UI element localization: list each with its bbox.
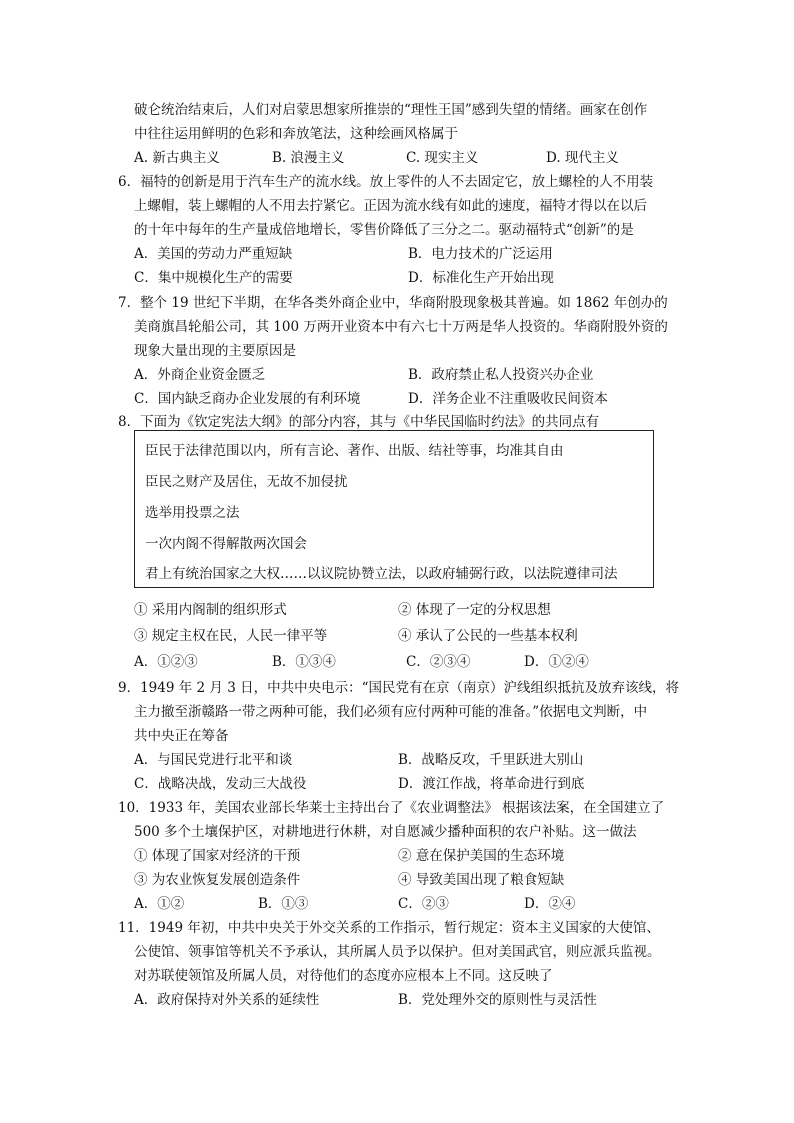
q6-line-3: 的十年中每年的生产量成倍地增长，零售价降低了三分之二。驱动福特式“创新”的是 [134, 222, 634, 238]
q9-option-d: D．渡江作战，将革命进行到底 [398, 776, 585, 792]
q5-option-b: B. 浪漫主义 [272, 150, 345, 166]
q7-line-2: 美商旗昌轮船公司，其 100 万两开业资本中有六七十万两是华人投资的。华商附股外资的 [134, 319, 668, 335]
q8-item-1: ① 采用内阁制的组织形式 [134, 602, 287, 618]
q6-option-b: B．电力技术的广泛运用 [408, 246, 553, 262]
q7-line-3: 现象大量出现的主要原因是 [134, 343, 296, 359]
q9-option-a: A．与国民党进行北平和谈 [134, 752, 293, 768]
q8-option-b: B．①③④ [272, 654, 336, 670]
q7-option-c: C．国内缺乏商办企业发展的有利环境 [134, 391, 361, 407]
q6-line-2: 上螺帽，装上螺帽的人不用去拧紧它。正因为流水线有如此的速度，福特才得以在以后 [134, 198, 647, 214]
q8-item-3: ③ 规定主权在民，人民一律平等 [134, 628, 328, 644]
q10-option-a: A．①② [134, 896, 185, 912]
q9-line-1: 9．1949 年 2 月 3 日，中共中央电示：“国民党有在京（南京）沪线组织抵抗及放弃该线，将 [118, 680, 679, 696]
q10-option-d: D．②④ [524, 896, 576, 912]
q9-option-c: C．战略决战，发动三大战役 [134, 776, 307, 792]
q5-option-c: C. 现实主义 [406, 150, 479, 166]
q9-option-b: B．战略反攻，千里跃进大别山 [398, 752, 584, 768]
q5-option-d: D. 现代主义 [546, 150, 619, 166]
q8-option-c: C．②③④ [406, 654, 471, 670]
q10-option-b: B．①③ [258, 896, 309, 912]
q8-item-4: ④ 承认了公民的一些基本权利 [398, 628, 578, 644]
q8-box-line-5: 君上有统治国家之大权……以议院协赞立法，以政府辅弼行政，以法院遵律司法 [145, 566, 618, 582]
q7-option-a: A．外商企业资金匮乏 [134, 367, 266, 383]
q10-line-2: 500 多个土壤保护区，对耕地进行休耕，对自愿减少播种面积的农户补贴。这一做法 [134, 824, 637, 840]
q8-line-1: 8．下面为《钦定宪法大纲》的部分内容，其与《中华民国临时约法》的共同点有 [118, 414, 600, 430]
q10-item-4: ④ 导致美国出现了粮食短缺 [398, 872, 565, 888]
q6-line-1: 6．福特的创新是用于汽车生产的流水线。放上零件的人不去固定它，放上螺栓的人不用装 [118, 174, 654, 190]
q8-excerpt-box [134, 430, 654, 588]
q10-item-2: ② 意在保护美国的生态环境 [398, 848, 565, 864]
q7-option-b: B．政府禁止私人投资兴办企业 [408, 367, 594, 383]
q8-box-line-1: 臣民于法律范围以内，所有言论、著作、出版、结社等事，均准其自由 [145, 443, 564, 459]
q8-box-line-4: 一次内阁不得解散两次国会 [145, 536, 307, 552]
q9-line-2: 主力撤至浙赣路一带之两种可能，我们必须有应付两种可能的准备。”依据电文判断，中 [134, 704, 648, 720]
q8-option-a: A．①②③ [134, 654, 198, 670]
q6-option-c: C．集中规模化生产的需要 [134, 270, 293, 286]
q11-option-b: B．党处理外交的原则性与灵活性 [398, 992, 597, 1008]
q11-option-a: A．政府保持对外关系的延续性 [134, 992, 320, 1008]
q7-option-d: D．洋务企业不注重吸收民间资本 [408, 391, 608, 407]
q10-option-c: C．②③ [398, 896, 449, 912]
q11-line-2: 公使馆、领事馆等机关不予承认，其所属人员予以保护。但对美国武官，则应派兵监视。 [134, 944, 661, 960]
q10-item-1: ① 体现了国家对经济的干预 [134, 848, 301, 864]
q5-line-1: 破仑统治结束后，人们对启蒙思想家所推崇的“理性王国”感到失望的情绪。画家在创作 [134, 102, 648, 118]
q8-option-d: D．①②④ [524, 654, 589, 670]
q11-line-3: 对苏联使领馆及所属人员，对待他们的态度亦应根本上不同。这反映了 [134, 968, 553, 984]
q6-option-a: A．美国的劳动力严重短缺 [134, 246, 293, 262]
q10-item-3: ③ 为农业恢复发展创造条件 [134, 872, 301, 888]
q8-box-line-2: 臣民之财产及居住，无故不加侵扰 [145, 474, 348, 490]
q7-line-1: 7．整个 19 世纪下半期，在华各类外商企业中，华商附股现象极其普遍。如 1862 年创办的 [118, 295, 668, 311]
q10-line-1: 10．1933 年，美国农业部长华莱士主持出台了《农业调整法》 根据该法案，在全国建立了 [118, 800, 665, 816]
q8-box-line-3: 选举用投票之法 [145, 505, 240, 521]
q5-line-2: 中往往运用鲜明的色彩和奔放笔法，这种绘画风格属于 [134, 126, 458, 142]
q6-option-d: D．标准化生产开始出现 [408, 270, 554, 286]
q11-line-1: 11．1949 年初，中共中央关于外交关系的工作指示，暂行规定：资本主义国家的大使馆、 [118, 920, 660, 936]
q9-line-3: 共中央正在筹备 [134, 728, 229, 744]
q8-item-2: ② 体现了一定的分权思想 [398, 602, 551, 618]
q5-option-a: A. 新古典主义 [134, 150, 220, 166]
